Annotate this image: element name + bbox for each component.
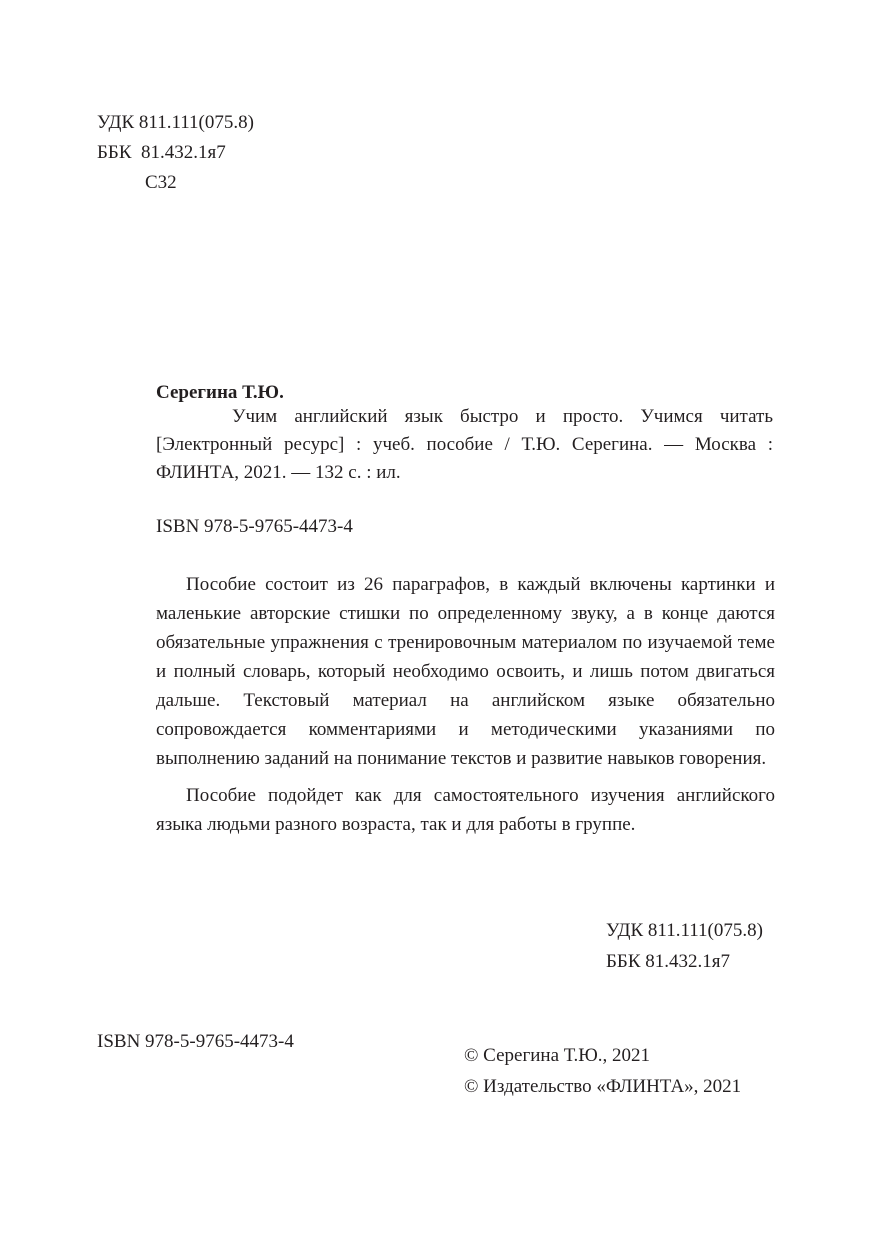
isbn-main: ISBN 978-5-9765-4473-4 xyxy=(156,516,353,537)
classification-codes-bottom xyxy=(606,915,763,977)
udk-code-bottom: УДК 811.111(075.8) xyxy=(606,920,763,941)
copyright-author: © Серегина Т.Ю., 2021 xyxy=(464,1045,651,1066)
bbk-code: ББК 81.432.1я7 xyxy=(97,142,226,163)
author-mark: С32 xyxy=(145,172,177,193)
description-line-3: ФЛИНТА, 2021. — 132 с. : ил. xyxy=(156,462,401,483)
copyright-block xyxy=(464,1040,741,1102)
bibliographic-description xyxy=(156,403,773,487)
annotation-paragraph-1: Пособие состоит из 26 параграфов, в каждый включены картинки и маленькие авторские стишки по определенному звуку, а в конце даются обязательные упражнения с тренировочным материалом по изучаемой теме и полный словарь, который необходимо освоить, и лишь потом двигаться дальше. Текстовый материал на английском языке обязательно сопровождается комментариями и методическими указаниями по выполнению заданий на понимание текстов и развитие навыков говорения. xyxy=(156,574,775,769)
description-line-1: Учим английский язык быстро и просто. Учимся читать xyxy=(232,406,773,427)
description-line-2: [Электронный ресурс] : учеб. пособие / Т.Ю. Серегина. — Москва : xyxy=(156,434,773,455)
udk-code: УДК 811.111(075.8) xyxy=(97,112,254,133)
bbk-code-bottom: ББК 81.432.1я7 xyxy=(606,951,730,972)
isbn-footer: ISBN 978-5-9765-4473-4 xyxy=(97,1031,294,1052)
copyright-publisher: © Издательство «ФЛИНТА», 2021 xyxy=(464,1076,742,1097)
annotation xyxy=(156,570,775,847)
annotation-paragraph-2: Пособие подойдет как для самостоятельного изучения английского языка людьми разного возраста, так и для работы в группе. xyxy=(156,785,775,835)
author-heading: Серегина Т.Ю. xyxy=(156,382,284,403)
classification-codes-top xyxy=(97,108,254,198)
